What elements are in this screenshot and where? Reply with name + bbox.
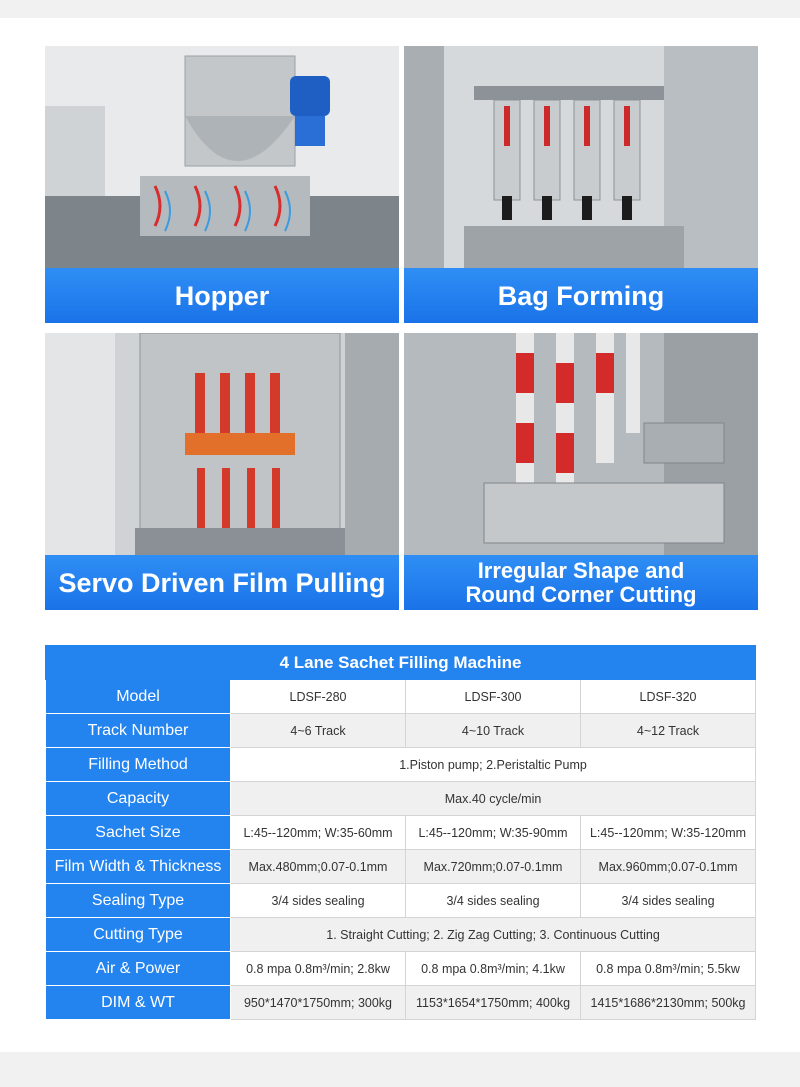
cell: 1153*1654*1750mm; 400kg: [406, 986, 581, 1020]
spec-table: [45, 645, 756, 1020]
cell: 0.8 mpa 0.8m³/min; 5.5kw: [581, 952, 756, 986]
table-row-filling-method: [46, 748, 756, 782]
cell: L:45--120mm; W:35-90mm: [406, 816, 581, 850]
caption-line-1: Servo Driven Film Pulling: [58, 567, 386, 598]
cell: LDSF-280: [231, 680, 406, 714]
row-label: Sealing Type: [46, 884, 231, 918]
feature-tile-film-pulling: [45, 333, 399, 610]
caption-line-1: Bag Forming: [497, 280, 665, 311]
row-label: DIM & WT: [46, 986, 231, 1020]
caption-line-1: Hopper: [174, 280, 270, 311]
table-row-air-power: [46, 952, 756, 986]
caption-line-1: Irregular Shape and: [477, 557, 685, 583]
caption-hopper: [45, 268, 399, 323]
cell: 3/4 sides sealing: [406, 884, 581, 918]
cell: LDSF-300: [406, 680, 581, 714]
feature-tile-bag-forming: [404, 46, 758, 323]
table-title: 4 Lane Sachet Filling Machine: [46, 646, 756, 680]
caption-line-2: Round Corner Cutting: [465, 581, 697, 607]
table-row-model: [46, 680, 756, 714]
cell: L:45--120mm; W:35-120mm: [581, 816, 756, 850]
cell: 0.8 mpa 0.8m³/min; 4.1kw: [406, 952, 581, 986]
caption-film-pulling: [45, 555, 399, 610]
cutting-photo: [404, 333, 758, 555]
cell: Max.960mm;0.07-0.1mm: [581, 850, 756, 884]
cell: 3/4 sides sealing: [581, 884, 756, 918]
cell: 0.8 mpa 0.8m³/min; 2.8kw: [231, 952, 406, 986]
row-label: Film Width & Thickness: [46, 850, 231, 884]
cell-merged: 1. Straight Cutting; 2. Zig Zag Cutting; 3. Continuous Cutting: [231, 918, 756, 952]
hopper-photo: [45, 46, 399, 268]
caption-bag-forming: [404, 268, 758, 323]
cell: L:45--120mm; W:35-60mm: [231, 816, 406, 850]
cell: 4~10 Track: [406, 714, 581, 748]
row-label: Air & Power: [46, 952, 231, 986]
row-label: Capacity: [46, 782, 231, 816]
cell: 4~12 Track: [581, 714, 756, 748]
table-row-cutting-type: [46, 918, 756, 952]
row-label: Model: [46, 680, 231, 714]
feature-tile-hopper: [45, 46, 399, 323]
cell: 950*1470*1750mm; 300kg: [231, 986, 406, 1020]
table-row-sealing-type: [46, 884, 756, 918]
table-row-dim-wt: [46, 986, 756, 1020]
row-label: Filling Method: [46, 748, 231, 782]
cell: 1415*1686*2130mm; 500kg: [581, 986, 756, 1020]
cell: LDSF-320: [581, 680, 756, 714]
row-label: Cutting Type: [46, 918, 231, 952]
table-row-track-number: [46, 714, 756, 748]
cell: Max.480mm;0.07-0.1mm: [231, 850, 406, 884]
table-row-film-width: [46, 850, 756, 884]
cell: Max.720mm;0.07-0.1mm: [406, 850, 581, 884]
cell-merged: Max.40 cycle/min: [231, 782, 756, 816]
row-label: Sachet Size: [46, 816, 231, 850]
cell: 3/4 sides sealing: [231, 884, 406, 918]
film-pulling-photo: [45, 333, 399, 555]
row-label: Track Number: [46, 714, 231, 748]
table-row-capacity: [46, 782, 756, 816]
cell: 4~6 Track: [231, 714, 406, 748]
feature-tile-cutting: [404, 333, 758, 610]
bag-forming-photo: [404, 46, 758, 268]
cell-merged: 1.Piston pump; 2.Peristaltic Pump: [231, 748, 756, 782]
table-row-sachet-size: [46, 816, 756, 850]
caption-cutting: [404, 555, 758, 610]
